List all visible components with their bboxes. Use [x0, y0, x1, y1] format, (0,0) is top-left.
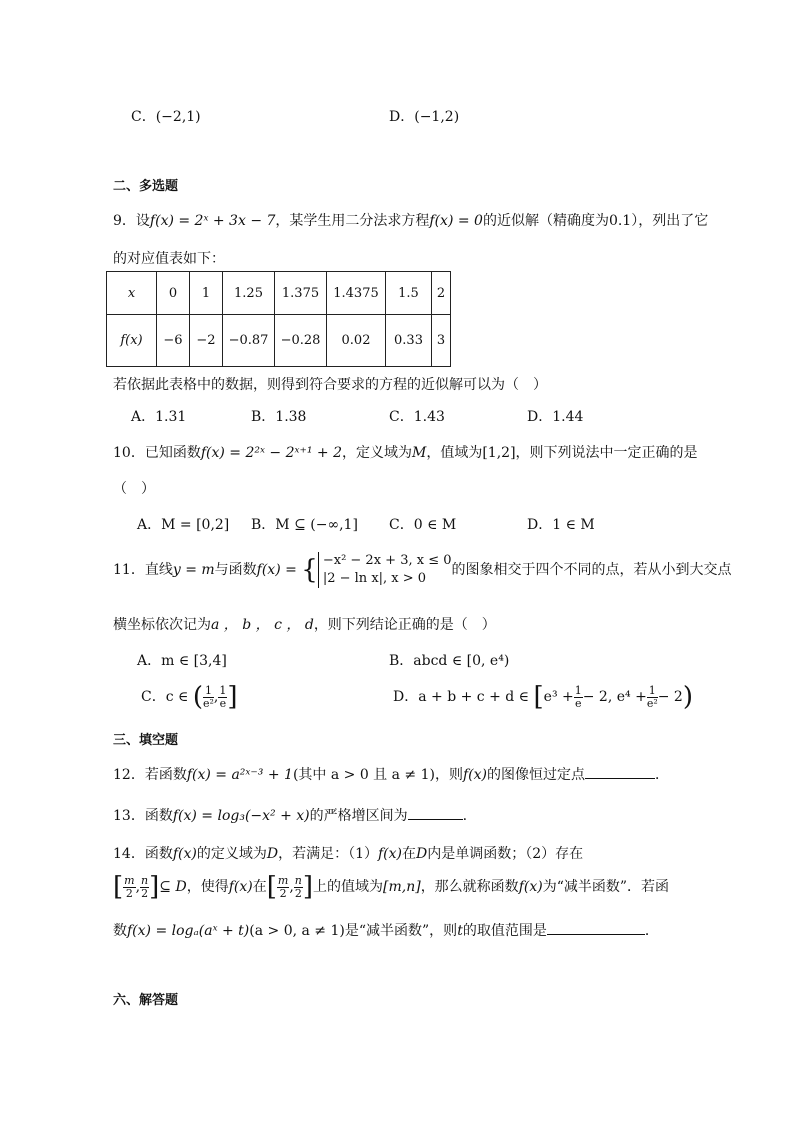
- table-cell: 0: [157, 272, 190, 315]
- q11-option-c: C．c ∈ ( $\frac{1}{\text{e²}}$ , $\frac{1}{e}$ ]: [141, 682, 238, 712]
- table-cell: 1.25: [223, 272, 275, 315]
- q10-option-a: A．M = [0,2]: [137, 517, 230, 533]
- q9-stem-line1: 9．设f(x) = 2ˣ + 3x − 7，某学生用二分法求方程f(x) = 0的近似解（精确度为0.1），列出了它: [113, 213, 709, 229]
- q9-option-d: D．1.44: [527, 409, 584, 425]
- table-cell: 1.375: [275, 272, 327, 315]
- q11-stem-line2: 横坐标依次记为a ， b ， c ， d，则下列结论正确的是（ ）: [113, 617, 496, 633]
- q11-option-b: B．abcd ∈ [0, e⁴): [389, 653, 510, 669]
- q9-option-a: A．1.31: [131, 409, 187, 425]
- table-row-fx: [107, 315, 451, 367]
- table-cell: −0.87: [223, 315, 275, 367]
- table-cell: 0.02: [327, 315, 386, 367]
- q14-answer-blank[interactable]: [547, 933, 645, 935]
- table-cell: −2: [190, 315, 223, 367]
- q10-option-b: B．M ⊆ (−∞,1]: [251, 517, 358, 533]
- q10-option-d: D．1 ∈ M: [527, 517, 595, 533]
- q9-option-c: C．1.43: [389, 409, 445, 425]
- q13-stem: 13．函数f(x) = log₃(−x² + x)的严格增区间为 .: [113, 808, 468, 824]
- table-cell: 2: [432, 272, 451, 315]
- q10-paren: （ ）: [113, 481, 155, 497]
- table-cell: 1.5: [386, 272, 432, 315]
- q9-question: 若依据此表格中的数据，则得到符合要求的方程的近似解可以为（ ）: [113, 377, 547, 393]
- q10-option-c: C．0 ∈ M: [389, 517, 457, 533]
- q10-stem-line1: 10．已知函数f(x) = 2²ˣ − 2ˣ⁺¹ + 2，定义域为M，值域为[1,2]，则下列说法中一定正确的是: [113, 445, 698, 461]
- section-multi-choice-title: 二、多选题: [113, 179, 179, 194]
- q9-value-table: [106, 271, 451, 367]
- q11-option-d: D．a + b + c + d ∈ [e³ + $\frac{1}{e}$ − 2, e⁴ + $\frac{1}{\text{e²}}$ − 2): [393, 682, 693, 712]
- q8-option-d: D．(−1,2): [389, 109, 460, 125]
- q8-option-c: C．(−2,1): [131, 109, 201, 125]
- table-cell: 1.4375: [327, 272, 386, 315]
- q11-brace: {: [301, 555, 318, 585]
- q14-stem-line3: 数f(x) = logₐ(aˣ + t)(a > 0, a ≠ 1)是“减半函数”，则t的取值范围是 ．: [113, 923, 659, 939]
- table-cell: −6: [157, 315, 190, 367]
- table-cell: 3: [432, 315, 451, 367]
- q12-stem: 12．若函数f(x) = a²ˣ⁻³ + 1(其中 a > 0 且 a ≠ 1)，则f(x)的图像恒过定点 ．: [113, 767, 669, 783]
- table-cell: 1: [190, 272, 223, 315]
- q12-answer-blank[interactable]: [585, 777, 655, 779]
- q11-option-a: A．m ∈ [3,4]: [137, 653, 227, 669]
- q14-stem-line1: 14．函数f(x)的定义域为D，若满足：（1）f(x)在D内是单调函数；（2）存在: [113, 846, 584, 862]
- q11-piecewise: −x² − 2x + 3, x ≤ 0 |2 − ln x|, x > 0: [318, 552, 452, 588]
- table-cell: 0.33: [386, 315, 432, 367]
- q13-answer-blank[interactable]: [408, 818, 463, 820]
- section-solution-title: 六、解答题: [113, 993, 179, 1008]
- q11-stem-line1: 11．直线y = m与函数f(x) = { −x² − 2x + 3, x ≤ 0 |2 − ln x|, x > 0 的图象相交于四个不同的点，若从小到大交点: [113, 553, 732, 586]
- section-fill-blank-title: 三、填空题: [113, 733, 179, 748]
- table-row-x: [107, 272, 451, 315]
- table-head-x: x: [107, 272, 157, 315]
- q9-stem-line2: 的对应值表如下：: [113, 251, 225, 267]
- table-head-fx: f(x): [107, 315, 157, 367]
- q14-stem-line2: [ $\frac{m}{2}$ , $\frac{n}{2}$ ]⊆ D，使得f(x)在[ $\frac{m}{2}$ , $\frac{n}{2}$ ]上的值域为[m,n]，那么就称函数f(x)为“减半函数”．若函: [113, 872, 670, 902]
- table-cell: −0.28: [275, 315, 327, 367]
- q9-option-b: B．1.38: [251, 409, 307, 425]
